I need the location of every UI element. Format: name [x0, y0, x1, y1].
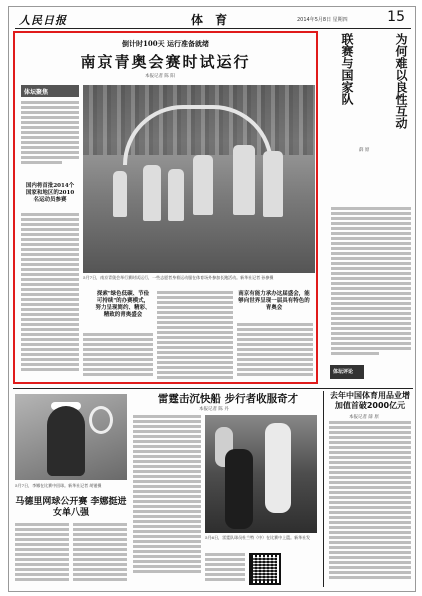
paper-name: 人民日报 [19, 14, 67, 27]
main-text-column-3 [157, 291, 233, 381]
tennis-text-column-2 [73, 523, 127, 583]
section-name: 体 育 [191, 13, 232, 27]
tennis-headline: 马德里网球公开赛 李娜挺进女单八强 [15, 497, 127, 518]
nba-headline: 雷霆击沉快船 步行者收服奇才 [157, 393, 299, 405]
main-photo-caption: 5月7日，南京青奥会举行赛时试运行，一些志愿者身着运动服在体育场外参加长跑活动。新华社记者 孙参摄 [83, 275, 274, 280]
newspaper-page [8, 6, 416, 592]
nba-text-column-2 [205, 553, 245, 583]
sidebar-headline: 国内将首批2014个国家和地区的2010名运动员参赛 [25, 183, 75, 203]
dateline: 2014年5月8日 星期四 [297, 17, 348, 23]
nba-photo [205, 415, 317, 533]
main-story-photo [83, 85, 315, 273]
pull-quote-1: 探索"绿色低碳、节俭可持续"的办赛模式，努力呈现简约、精彩、精致的青奥盛会 [95, 291, 151, 318]
sport-industry-headline: 去年中国体育用品业增加值首破2000亿元 [330, 391, 410, 410]
nba-photo-caption: 5月6日，雷霆队球员杜兰特（中）在比赛中上篮。新华社发 [205, 535, 311, 540]
section-badge: 体坛聚焦 [21, 85, 79, 97]
main-text-column-1 [21, 101, 79, 166]
section-divider [13, 388, 413, 389]
tennis-photo [15, 394, 127, 480]
main-text-column-2 [83, 333, 153, 378]
main-text-column-1b [21, 213, 79, 373]
main-story-box[interactable] [13, 31, 318, 384]
commentary-headline-part2: 为何难以良性互动 [394, 33, 408, 129]
main-text-column-4 [237, 323, 313, 378]
masthead [15, 11, 411, 29]
commentary-text [331, 207, 411, 357]
nba-byline: 本报记者 陈 丹 [199, 407, 229, 412]
sport-industry-byline: 本报记者 薛 原 [349, 415, 379, 420]
page-number: 15 [387, 9, 405, 25]
main-story-byline: 本报记者 陈 阳 [145, 74, 175, 79]
qr-code-pattern [253, 557, 277, 581]
main-story-headline: 南京青奥会赛时试运行 [80, 53, 251, 71]
commentary-headline-part1: 联赛与国家队 [340, 33, 354, 105]
commentary-badge: 体坛评论 [330, 365, 364, 379]
sport-industry-text [329, 421, 411, 581]
column-divider [323, 391, 324, 587]
commentary-author: 薛 原 [359, 148, 370, 153]
pull-quote-2: 南京有能力承办这届盛会，能够向世界呈现一届具有特色的青奥会 [238, 291, 310, 311]
tennis-photo-caption: 5月7日，李娜在比赛中回球。新华社记者 胡锴摄 [15, 483, 102, 488]
nba-text-column [133, 415, 201, 575]
tennis-text-column-1 [15, 523, 69, 583]
main-story-kicker: 倒计时100天 运行准备就绪 [121, 39, 210, 48]
